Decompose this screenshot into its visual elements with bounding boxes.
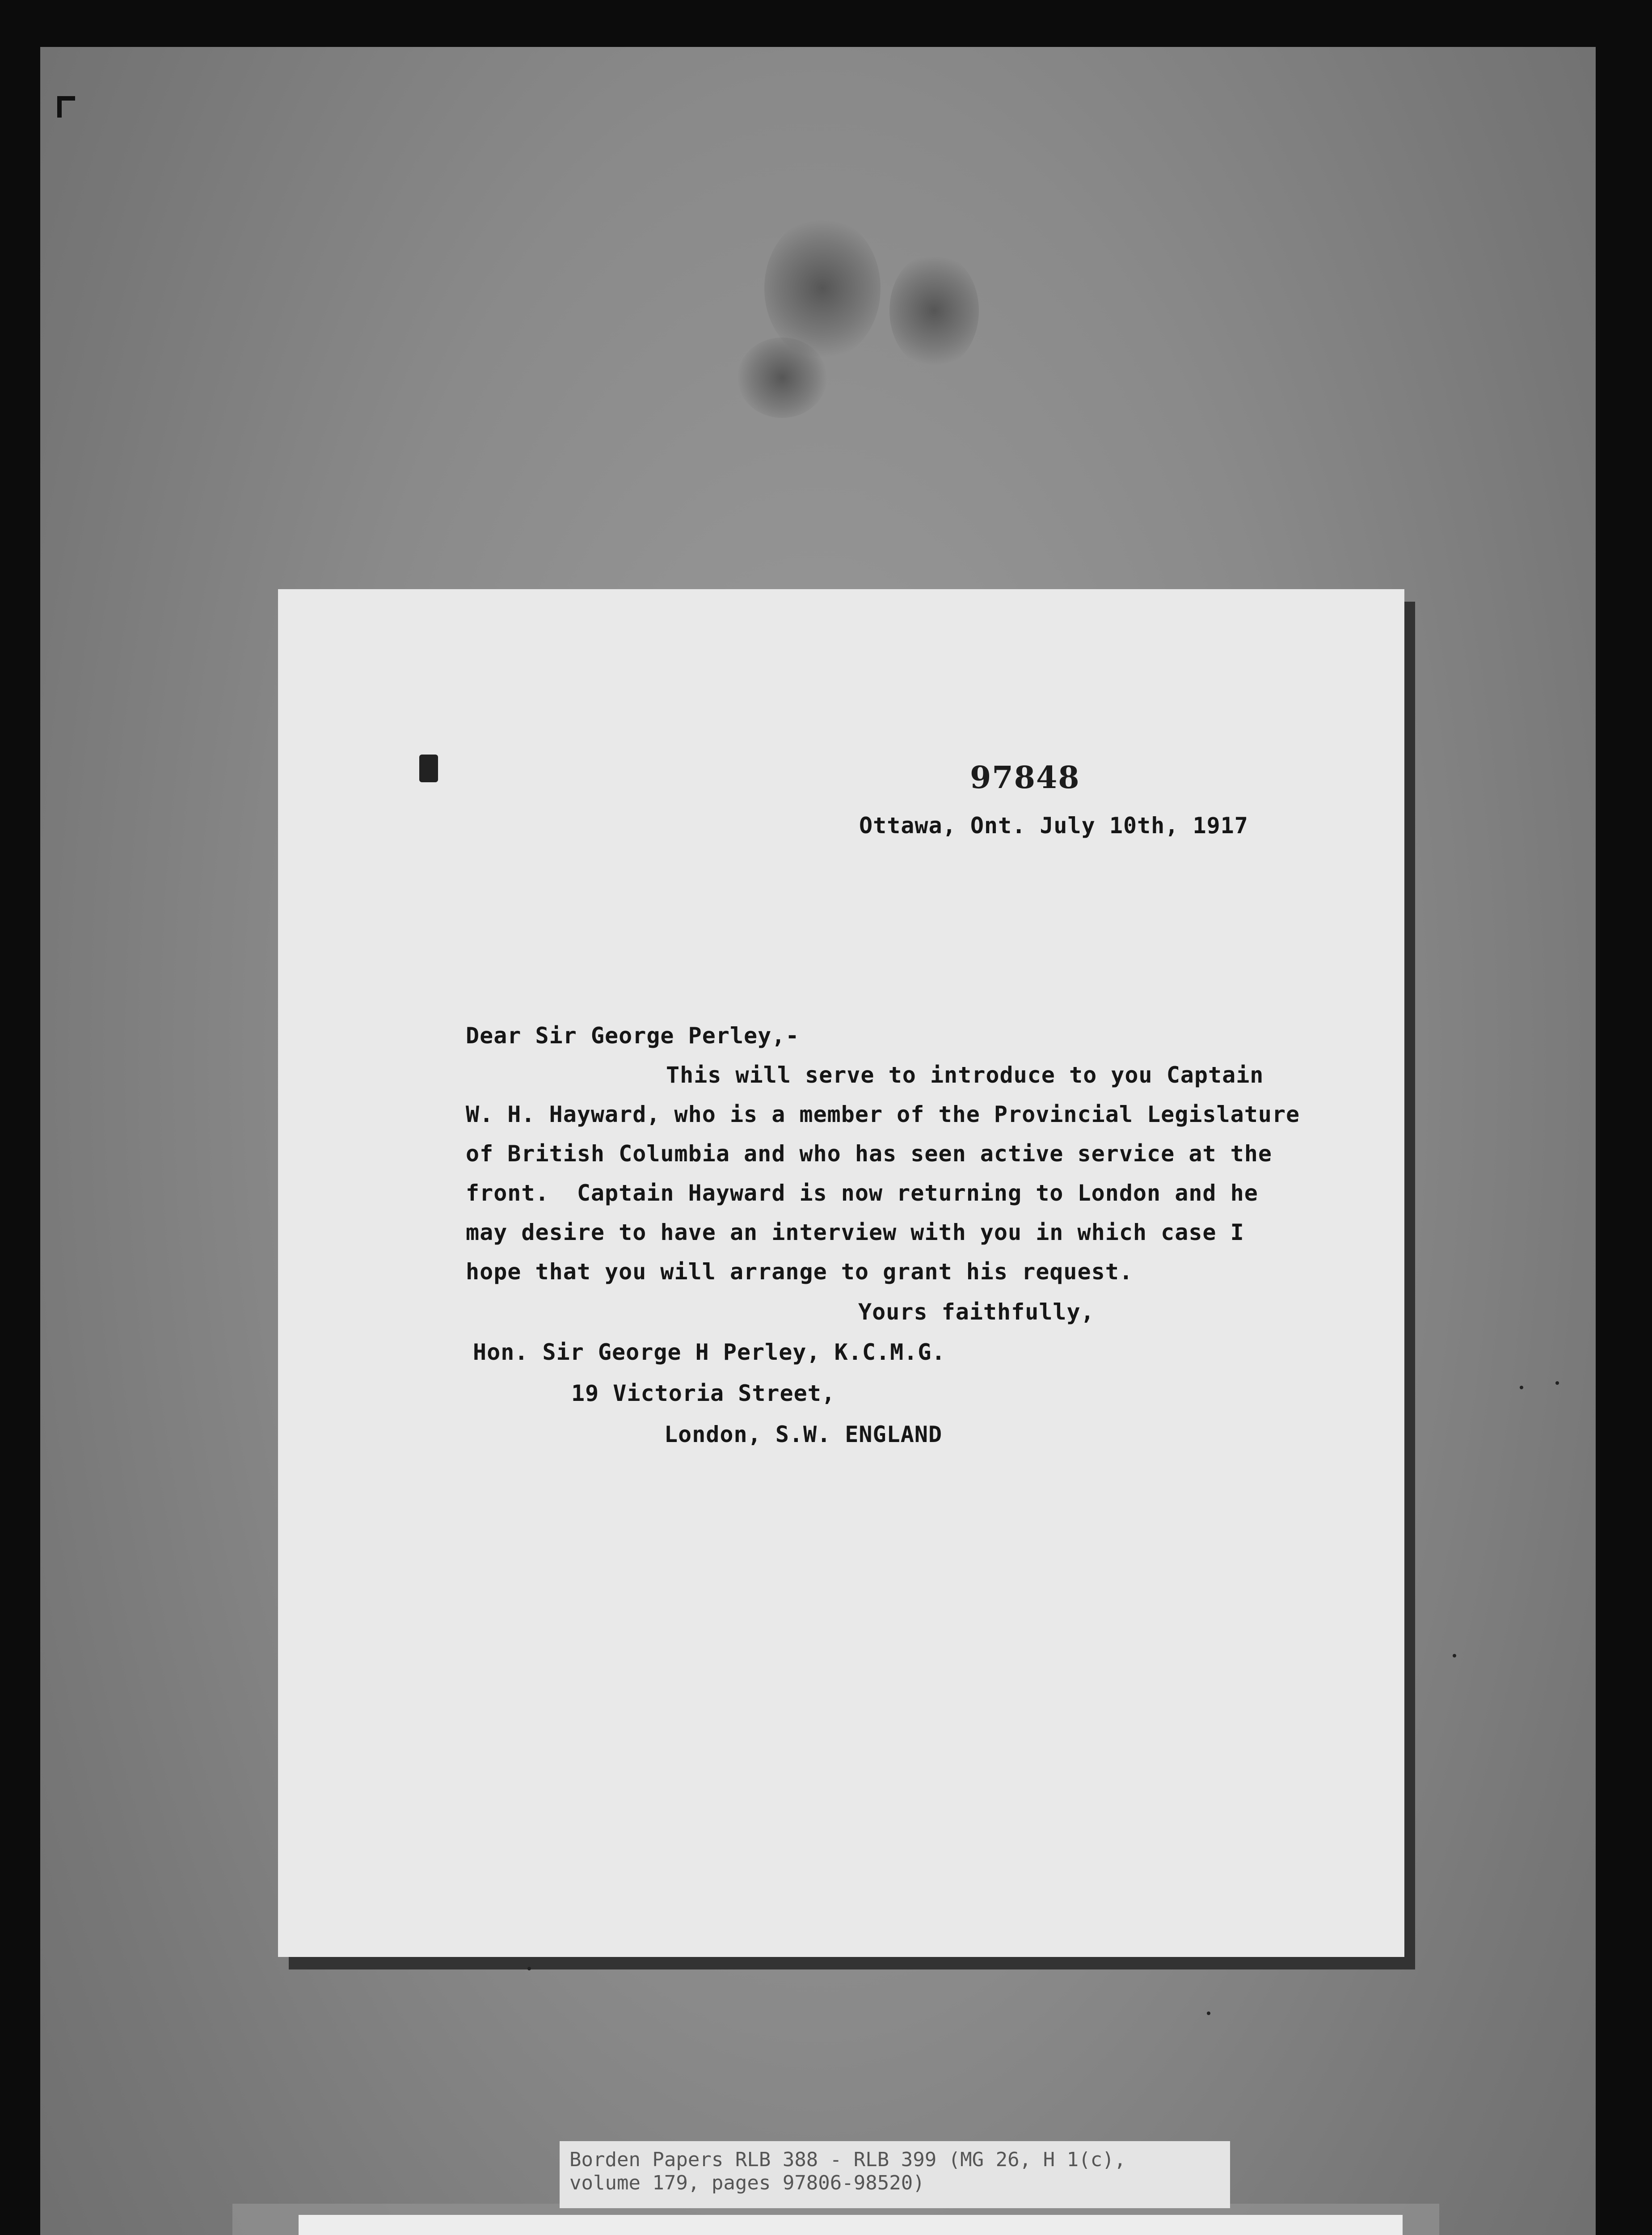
- document-number: 97848: [970, 760, 1080, 796]
- archive-reference-label: [560, 2141, 1230, 2208]
- speck: [527, 1967, 531, 1970]
- body-line: may desire to have an interview with you in which case I: [466, 1219, 1244, 1245]
- smudge-mark: [889, 253, 979, 369]
- address-line: Hon. Sir George H Perley, K.C.M.G.: [473, 1339, 946, 1365]
- body-line: W. H. Hayward, who is a member of the Provincial Legislature: [466, 1101, 1300, 1127]
- salutation: Dear Sir George Perley,-: [466, 1023, 800, 1049]
- smudge-mark: [738, 337, 827, 418]
- body-line: This will serve to introduce to you Captain: [666, 1062, 1264, 1088]
- speck: [1453, 1654, 1456, 1657]
- reference-line: Borden Papers RLB 388 - RLB 399 (MG 26, H 1(c),: [569, 2148, 1126, 2171]
- speck: [1520, 1386, 1523, 1389]
- frame-corner-mark: [57, 96, 75, 101]
- body-line: hope that you will arrange to grant his request.: [466, 1259, 1133, 1285]
- body-line: front. Captain Hayward is now returning to London and he: [466, 1180, 1258, 1206]
- date-line: Ottawa, Ont. July 10th, 1917: [859, 813, 1248, 839]
- punch-mark: [419, 755, 438, 782]
- letter-page: [278, 589, 1404, 1957]
- archives-card: [299, 2215, 1403, 2235]
- body-line: of British Columbia and who has seen active service at the: [466, 1141, 1272, 1167]
- address-line: 19 Victoria Street,: [571, 1380, 835, 1406]
- address-line: London, S.W. ENGLAND: [664, 1421, 943, 1447]
- closing: Yours faithfully,: [858, 1299, 1095, 1325]
- speck: [1555, 1381, 1559, 1385]
- reference-line: volume 179, pages 97806-98520): [569, 2172, 925, 2194]
- speck: [1207, 2012, 1210, 2015]
